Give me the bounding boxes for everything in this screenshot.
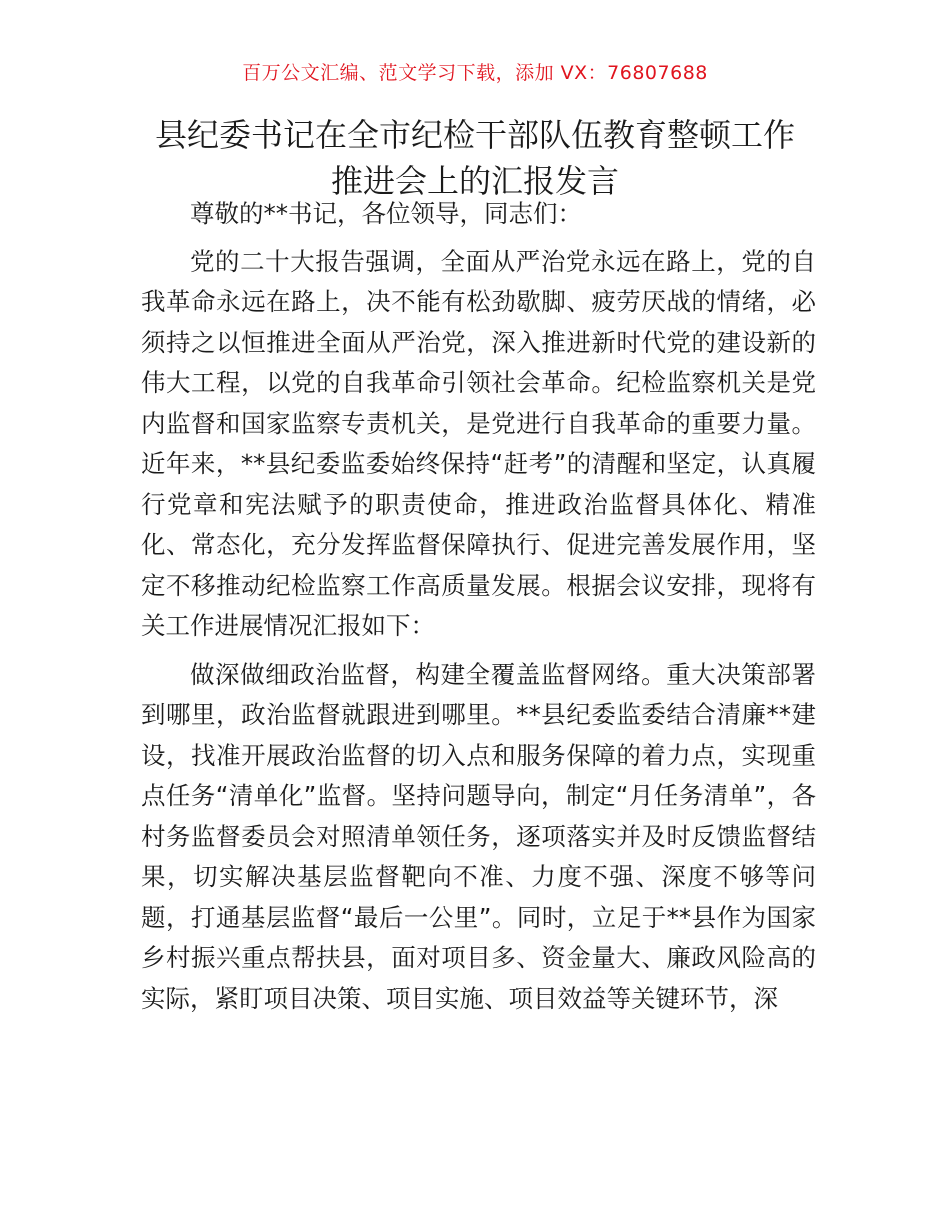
document-body [141, 194, 816, 1019]
header-watermark-note: 百万公文汇编、范文学习下载，添加 VX：76807688 [242, 62, 708, 84]
paragraph: 做深做细政治监督，构建全覆盖监督网络。重大决策部署到哪里，政治监督就跟进到哪里。**县纪委监委结合清廉**建设，找准开展政治监督的切入点和服务保障的着力点，实现重点任务“清单化”监督。坚持问题导向，制定“月任务清单”，各村务监督委员会对照清单领任务，逐项落实并及时反馈监督结果，切实解决基层监督靶向不准、力度不强、深度不够等问题，打通基层监督“最后一公里”。同时，立足于**县作为国家乡村振兴重点帮扶县，面对项目多、资金量大、廉政风险高的实际，紧盯项目决策、项目实施、项目效益等关键环节，深 [141, 659, 816, 1013]
document-title [60, 112, 890, 204]
title-line-2: 推进会上的汇报发言 [330, 162, 619, 200]
salutation: 尊敬的**书记，各位领导，同志们： [190, 199, 582, 228]
title-line-1: 县纪委书记在全市纪检干部队伍教育整顿工作 [154, 116, 795, 154]
paragraph: 党的二十大报告强调，全面从严治党永远在路上，党的自我革命永远在路上，决不能有松劲歇脚、疲劳厌战的情绪，必须持之以恒推进全面从严治党，深入推进新时代党的建设新的伟大工程，以党的自我革命引领社会革命。纪检监察机关是党内监督和国家监察专责机关，是党进行自我革命的重要力量。近年来，**县纪委监委始终保持“赶考”的清醒和坚定，认真履行党章和宪法赋予的职责使命，推进政治监督具体化、精准化、常态化，充分发挥监督保障执行、促进完善发展作用，坚定不移推动纪检监察工作高质量发展。根据会议安排，现将有关工作进展情况汇报如下： [141, 246, 816, 640]
